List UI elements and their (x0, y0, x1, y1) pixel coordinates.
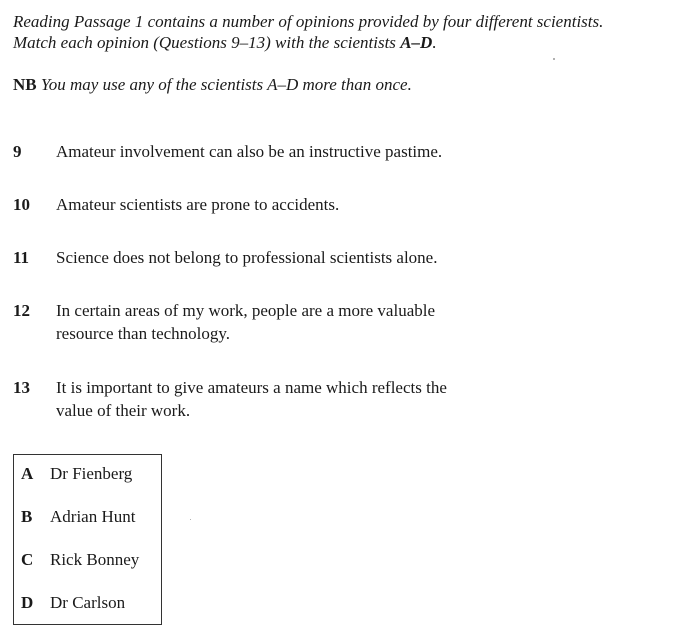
scan-speck (553, 58, 555, 60)
instruction-line-2 (13, 32, 437, 53)
question-text: It is important to give amateurs a name which reflects the value of their work. (56, 378, 447, 420)
instruction-line-2-prefix: Match each opinion (Questions 9–13) with the scientists (13, 33, 401, 52)
question-number: 12 (13, 301, 30, 320)
scientist-option (14, 463, 161, 485)
scientist-option (14, 549, 161, 571)
nb-note (13, 74, 412, 95)
instruction-line-2-suffix: . (432, 33, 437, 52)
question-text: Amateur involvement can also be an instructive pastime. (56, 142, 443, 161)
scientist-range: A–D (400, 33, 433, 52)
scientist-letter: A (21, 464, 34, 483)
scientist-letter: D (21, 593, 34, 612)
scan-speck (190, 519, 191, 520)
question-number: 13 (13, 378, 30, 397)
scientist-option (14, 592, 161, 614)
scientist-name: Rick Bonney (50, 550, 140, 569)
scientist-name: Dr Carlson (50, 593, 126, 612)
scientist-option (14, 506, 161, 528)
question-text: Amateur scientists are prone to accidents. (56, 195, 340, 214)
question-text: Science does not belong to professional scientists alone. (56, 248, 438, 267)
scientist-name: Dr Fienberg (50, 464, 133, 483)
nb-label: NB (13, 75, 37, 94)
scientist-letter: C (21, 550, 34, 569)
question-number: 9 (13, 142, 22, 161)
question-number: 10 (13, 195, 30, 214)
nb-text: You may use any of the scientists A–D more than once. (36, 75, 412, 94)
question-number: 11 (13, 248, 30, 267)
question-text: In certain areas of my work, people are a more valuable resource than technology. (56, 301, 436, 343)
instruction-line-1: Reading Passage 1 contains a number of opinions provided by four different scientists. (13, 12, 604, 31)
scientist-letter: B (21, 507, 33, 526)
scientist-name: Adrian Hunt (50, 507, 136, 526)
scientist-list-box (13, 454, 162, 625)
